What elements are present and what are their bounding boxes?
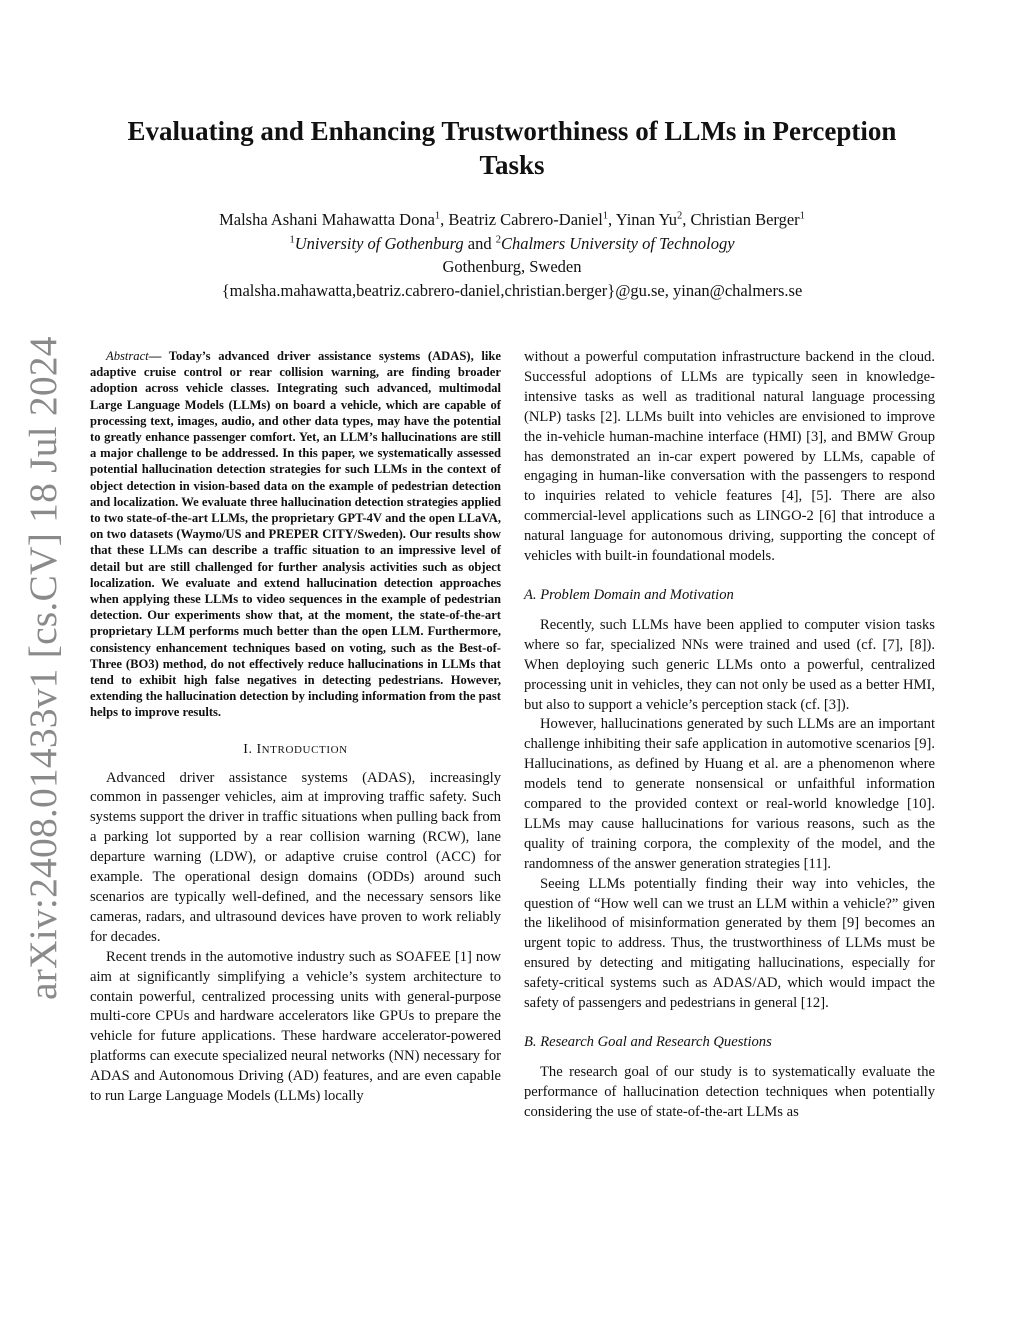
paper-title: Evaluating and Enhancing Trustworthiness of LLMs in Perception Tasks xyxy=(127,116,897,180)
affiliation-gothenburg: University of Gothenburg xyxy=(294,233,464,253)
intro-paragraph-2: Recent trends in the automotive industry such as SOAFEE [1] now aim at significantly simplifying a vehicle’s system architecture to contain powerful, centralized processing units with general-purpose multi-core CPUs and hardware accelerators like GPUs to prepare the vehicle for future applications. These hardware accelerator-powered platforms can execute specialized neural networks (NN) necessary for ADAS and Autonomous Driving (AD) features, and are even capable to run Large Language Models (LLMs) locally xyxy=(90,948,501,1105)
affiliation-connector: and xyxy=(463,233,496,253)
author-separator: , xyxy=(682,210,691,229)
abstract-label: Abstract xyxy=(106,349,149,363)
author-emails: {malsha.mahawatta,beatriz.cabrero-daniel,christian.berger}@gu.se, yinan@chalmers.se xyxy=(221,280,803,300)
section-heading-introduction xyxy=(90,740,501,761)
problem-paragraph-3: Seeing LLMs potentially finding their way into vehicles, the question of “How well can we trust an LLM within a vehicle?” given the likelihood of misinformation generated by them [9] becomes an urgent topic to address. Thus, the trustworthiness of LLMs must be ensured by detecting and mitigating hallucinations, especially for safety-critical systems such as ADAS/AD, which would impact the safety of passengers and pedestrians in general [12]. xyxy=(524,875,935,1012)
author-separator: , xyxy=(608,210,616,229)
subsection-heading-research-goal: B. Research Goal and Research Questions xyxy=(524,1034,772,1050)
intro-paragraph-continuation: without a powerful computation infrastructure backend in the cloud. Successful adoptions of LLMs are typically seen in knowledge-intensive tasks as well as traditional natural language processing (NLP) tasks [2]. LLMs built into vehicles are envisioned to improve the in-vehicle human-machine interface (HMI) [3], and BMW Group has demonstrated an in-car expert powered by LLMs, capable of engaging in human-like conversation with the passengers to respond to inquiries related to vehicle features [4], [5]. There are also commercial-level applications such as LINGO-2 [6] that introduce a natural language for autonomous driving, supporting the concept of vehicles with built-in foundational models. xyxy=(524,349,935,565)
affiliation-mark: 1 xyxy=(289,234,295,245)
section-title-initial: I xyxy=(256,741,262,757)
affiliation-mark: 2 xyxy=(495,234,501,245)
author-affiliation-mark: 1 xyxy=(434,210,441,222)
affiliations xyxy=(100,232,924,256)
author-name: Beatriz Cabrero-Daniel xyxy=(448,210,603,229)
author-separator: , xyxy=(440,210,449,229)
abstract xyxy=(90,348,501,721)
problem-paragraph-1: Recently, such LLMs have been applied to computer vision tasks where so far, specialized NNs were trained and used (cf. [7], [8]). When deploying such generic LLMs onto a powerful, centralized processing unit in vehicles, they can not only be used as a better HMI, but also to support a vehicle’s perception stack (cf. [3]). xyxy=(524,616,935,713)
intro-paragraph-1: Advanced driver assistance systems (ADAS), increasingly common in passenger vehicles, aim at improving traffic safety. Such systems support the driver in traffic situations when pulling back from a parking lot supported by a rear collision warning (RCW), lane departure warning (LDW), or adaptive cruise control (ACC) for example. The operational design domains (ODDs) around such scenarios are typically well-defined, and the necessary sensors like cameras, radars, and ultrasound devices have proven to work reliably for decades. xyxy=(90,769,501,945)
author-affiliation-mark: 1 xyxy=(602,210,609,222)
subsection-heading-problem-domain: A. Problem Domain and Motivation xyxy=(524,586,734,603)
author-block xyxy=(100,208,924,302)
author-affiliation-mark: 1 xyxy=(799,210,805,222)
section-title-rest: NTRODUCTION xyxy=(261,743,348,756)
abstract-dash: — xyxy=(148,349,169,363)
affiliation-chalmers: Chalmers University of Technology xyxy=(500,233,735,253)
right-column xyxy=(524,348,935,1123)
author-location: Gothenburg, Sweden xyxy=(442,257,582,276)
author-name: Malsha Ashani Mahawatta Dona xyxy=(219,210,435,229)
abstract-text: Today’s advanced driver assistance systems (ADAS), like adaptive cruise control or rear collision warning, are finding broader adoption across vehicle classes. Integrating such advanced, multimodal Large Language Models (LLMs) on board a vehicle, which are capable of processing text, images, audio, and other data types, may have the potential to greatly enhance passenger comfort. Yet, an LLM’s hallucinations are still a major challenge to be addressed. In this paper, we systematically assessed potential hallucination detection strategies for such LLMs in the context of object detection in vision-based data on the example of pedestrian detection and localization. We evaluate three hallucination detection strategies applied to two state-of-the-art LLMs, the proprietary GPT-4V and the open LLaVA, on two datasets (Waymo/US and PREPER CITY/Sweden). Our results show that these LLMs can describe a traffic situation to an impressive level of detail but are still challenged for further analysis activities such as object localization. We evaluate and extend hallucination detection approaches when applying these LLMs to video sequences in the example of pedestrian detection. Our experiments show that, at the moment, the state-of-the-art proprietary LLM performs much better than the open LLM. Furthermore, consistency enhancement techniques based on voting, such as the Best-of-Three (BO3) method, do not effectively reduce hallucinations in LLMs that tend to exhibit high false negatives in detecting pedestrians. However, extending the hallucination detection by including information from the past helps to improve results. xyxy=(90,349,502,720)
author-name: Yinan Yu xyxy=(615,210,677,229)
author-affiliation-mark: 2 xyxy=(676,210,683,222)
left-column xyxy=(90,348,501,1107)
author-list xyxy=(100,208,924,232)
research-goal-paragraph-1: The research goal of our study is to systematically evaluate the performance of hallucination detection techniques when potentially considering the use of state-of-the-art LLMs as xyxy=(524,1063,935,1120)
problem-paragraph-2: However, hallucinations generated by such LLMs are an important challenge inhibiting their safe application in automotive scenarios [9]. Hallucinations, as defined by Huang et al. are a phenomenon where models tend to generate nonsensical or unfaithful information compared to the provided context or real-world knowledge [10]. LLMs may cause hallucinations for various reasons, such as the quality of training corpora, the complexity of the model, and the randomness of the answer generation strategies [11]. xyxy=(524,716,935,872)
arxiv-identifier-stamp: arXiv:2408.01433v1 [cs.CV] 18 Jul 2024 xyxy=(21,336,65,1000)
author-name: Christian Berger xyxy=(690,210,800,229)
section-number: I. xyxy=(243,741,257,757)
